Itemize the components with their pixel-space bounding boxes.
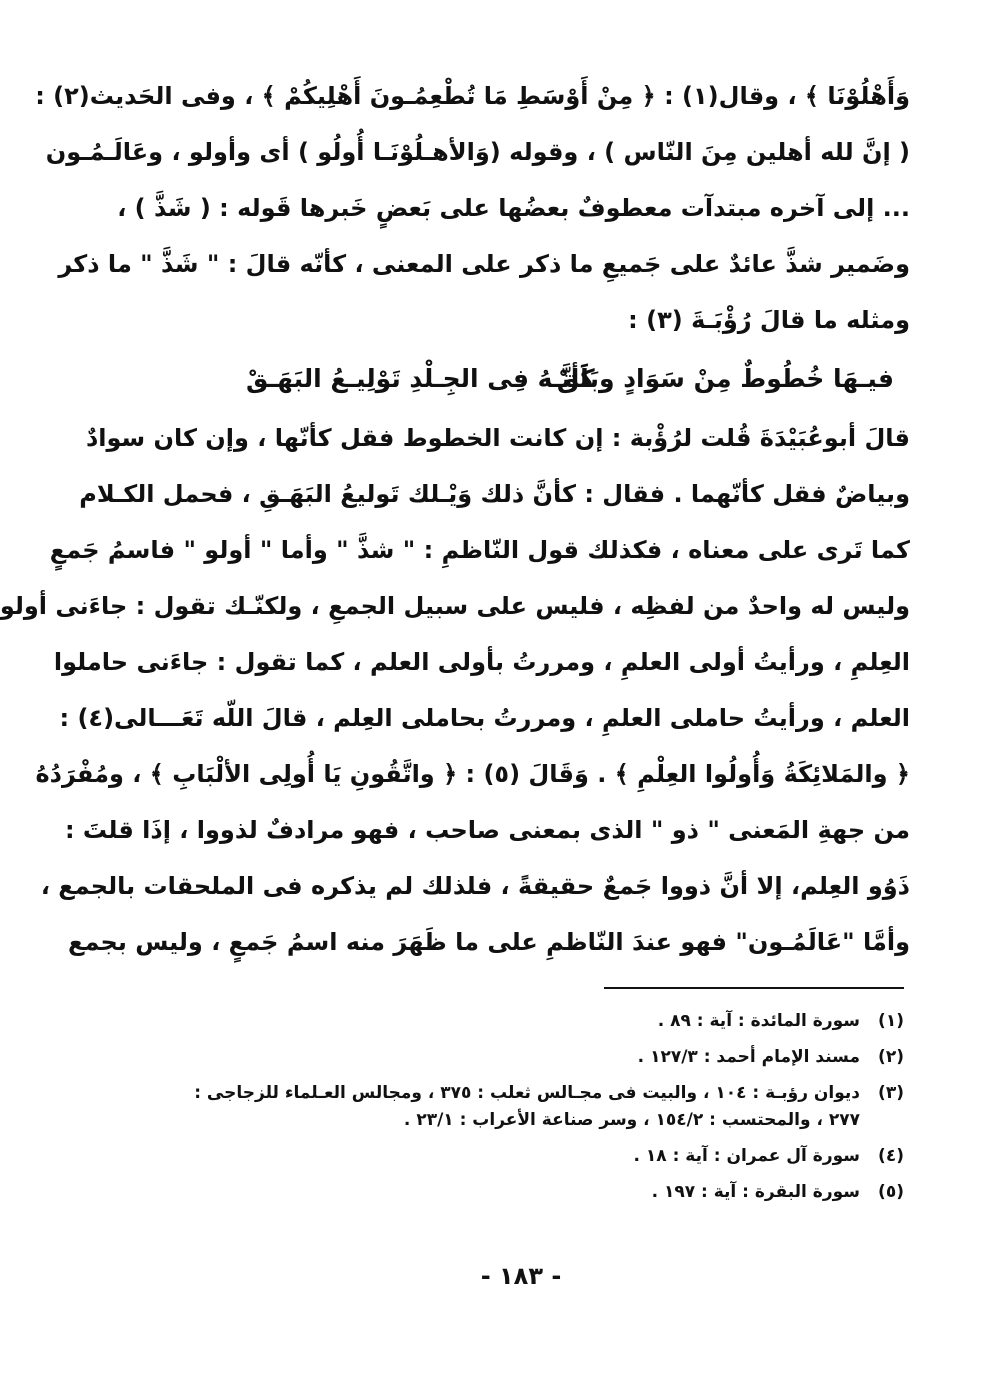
poetry-verse <box>134 348 910 410</box>
footnote <box>144 1008 904 1035</box>
footnote <box>144 1044 904 1071</box>
text-line-13: من جهةِ المَعنى " ذو " الذى بمعنى صاحب ، فهو مرادفٌ لذووا ، إذَا قلتَ : <box>64 816 910 844</box>
text-line-14: ذَوُو العِلم، إلا أنَّ ذووا جَمعٌ حقيقةً ، فلذلك لم يذكره فى الملحقات بالجمع ، <box>40 872 910 900</box>
text-line-5: ومثله ما قالَ رُؤْبَـةَ (٣) : <box>628 306 910 334</box>
text-line-8: كما تَرى على معناه ، فكذلك قول النّاظمِ : " شذَّ " وأما " أولو " فاسمُ جَمعٍ <box>49 536 910 564</box>
footnotes <box>144 1008 904 1215</box>
text-line-15: وأمَّا "عَالَمُـون" فهو عندَ النّاظمِ على ما ظَهَرَ منه اسمُ جَمعٍ ، وليس بجمع <box>68 928 910 956</box>
verse-first-hemistich: فيـهَا خُطُوطٌ مِنْ سَوَادٍ وبَلَقْ <box>556 364 894 393</box>
text-line-2: ( إنَّ لله أهلين مِنَ النّاس ) ، وقوله (وَالأهـلُوْنَـا أُولُو ) أى وأولو ، وعَالَـمُـون <box>45 138 910 166</box>
main-text <box>0 68 910 970</box>
footnote-divider <box>604 987 904 989</box>
footnote-line: سورة البقرة : آية : ١٩٧ . <box>651 1182 860 1202</box>
text-line-9: وليس له واحدٌ من لفظِه ، فليس على سبيل الجمعِ ، ولكنّـك تقول : جاءَنى أولو <box>0 592 910 620</box>
footnote-number: (٣) <box>878 1083 904 1103</box>
footnote-text <box>144 1044 860 1071</box>
page-number: - ١٨٣ - <box>480 1262 562 1290</box>
footnote <box>144 1143 904 1170</box>
footnote-line: مسند الإمام أحمد : ١٢٧/٣ . <box>637 1047 860 1067</box>
footnote-line: ديوان رؤبـة : ١٠٤ ، والبيت فى مجـالس ثعلب : ٣٧٥ ، ومجالس العـلماء للزجاجى : <box>194 1083 860 1103</box>
text-line-3: ... إلى آخره مبتدآت معطوفٌ بعضُها على بَعضٍ خَبرها قَوله : ( شَذَّ ) ، <box>117 194 910 222</box>
footnote-number: (٥) <box>878 1182 904 1202</box>
text-line-12: ﴿ والمَلائِكَةُ وَأُولُوا العِلْمِ ﴾ . وَقَالَ (٥) : ﴿ واتَّقُونِ يَا أُولِى الألْبَابِ ﴾ ، ومُفْرَدُهُ <box>35 760 910 788</box>
footnote-text <box>144 1008 860 1035</box>
text-line-1: وَأَهْلُوْنَا ﴾ ، وقال(١) : ﴿ مِنْ أَوْسَطِ مَا تُطْعِمُـونَ أَهْلِيكُمْ ﴾ ، وفى الحَديث(٢) : <box>35 82 910 110</box>
footnote-number: (٤) <box>878 1146 904 1166</box>
text-line-4: وضَمير شذَّ عائدٌ على جَميعِ ما ذكر على المعنى ، كأنّه قالَ : " شَذَّ " ما ذكر <box>58 250 910 278</box>
footnote-line: سورة آل عمران : آية : ١٨ . <box>633 1146 860 1166</box>
footnote-text <box>144 1080 860 1134</box>
footnote-line: سورة المائدة : آية : ٨٩ . <box>657 1011 860 1031</box>
footnote-line: ٢٧٧ ، والمحتسب : ١٥٤/٢ ، وسر صناعة الأعراب : ٢٣/١ . <box>403 1110 860 1130</box>
footnote <box>144 1080 904 1134</box>
footnote-text <box>144 1143 860 1170</box>
text-line-10: العِلمِ ، ورأيتُ أولى العلمِ ، ومررتُ بأولى العلم ، كما تقول : جاءَنى حاملوا <box>53 648 910 676</box>
text-line-11: العلم ، ورأيتُ حاملى العلمِ ، ومررتُ بحاملى العِلم ، قالَ اللّه تَعَـــالى(٤) : <box>59 704 910 732</box>
footnote <box>144 1179 904 1206</box>
text-line-7: وبياضٌ فقل كأنّهما . فقال : كأنَّ ذلك وَيْـلك تَوليعُ البَهَـقِ ، فحمل الكـلام <box>79 480 910 508</box>
footnote-text <box>144 1179 860 1206</box>
footnote-number: (٢) <box>878 1047 904 1067</box>
footnote-number: (١) <box>878 1011 904 1031</box>
verse-second-hemistich: كَأنَّـهُ فِى الجِـلْدِ تَوْلِيـعُ البَهَـقْ <box>246 364 595 393</box>
text-line-6: قالَ أبوعُبَيْدَةَ قُلت لرُؤْبة : إن كانت الخطوط فقل كأنّها ، وإن كان سوادٌ <box>85 424 910 452</box>
